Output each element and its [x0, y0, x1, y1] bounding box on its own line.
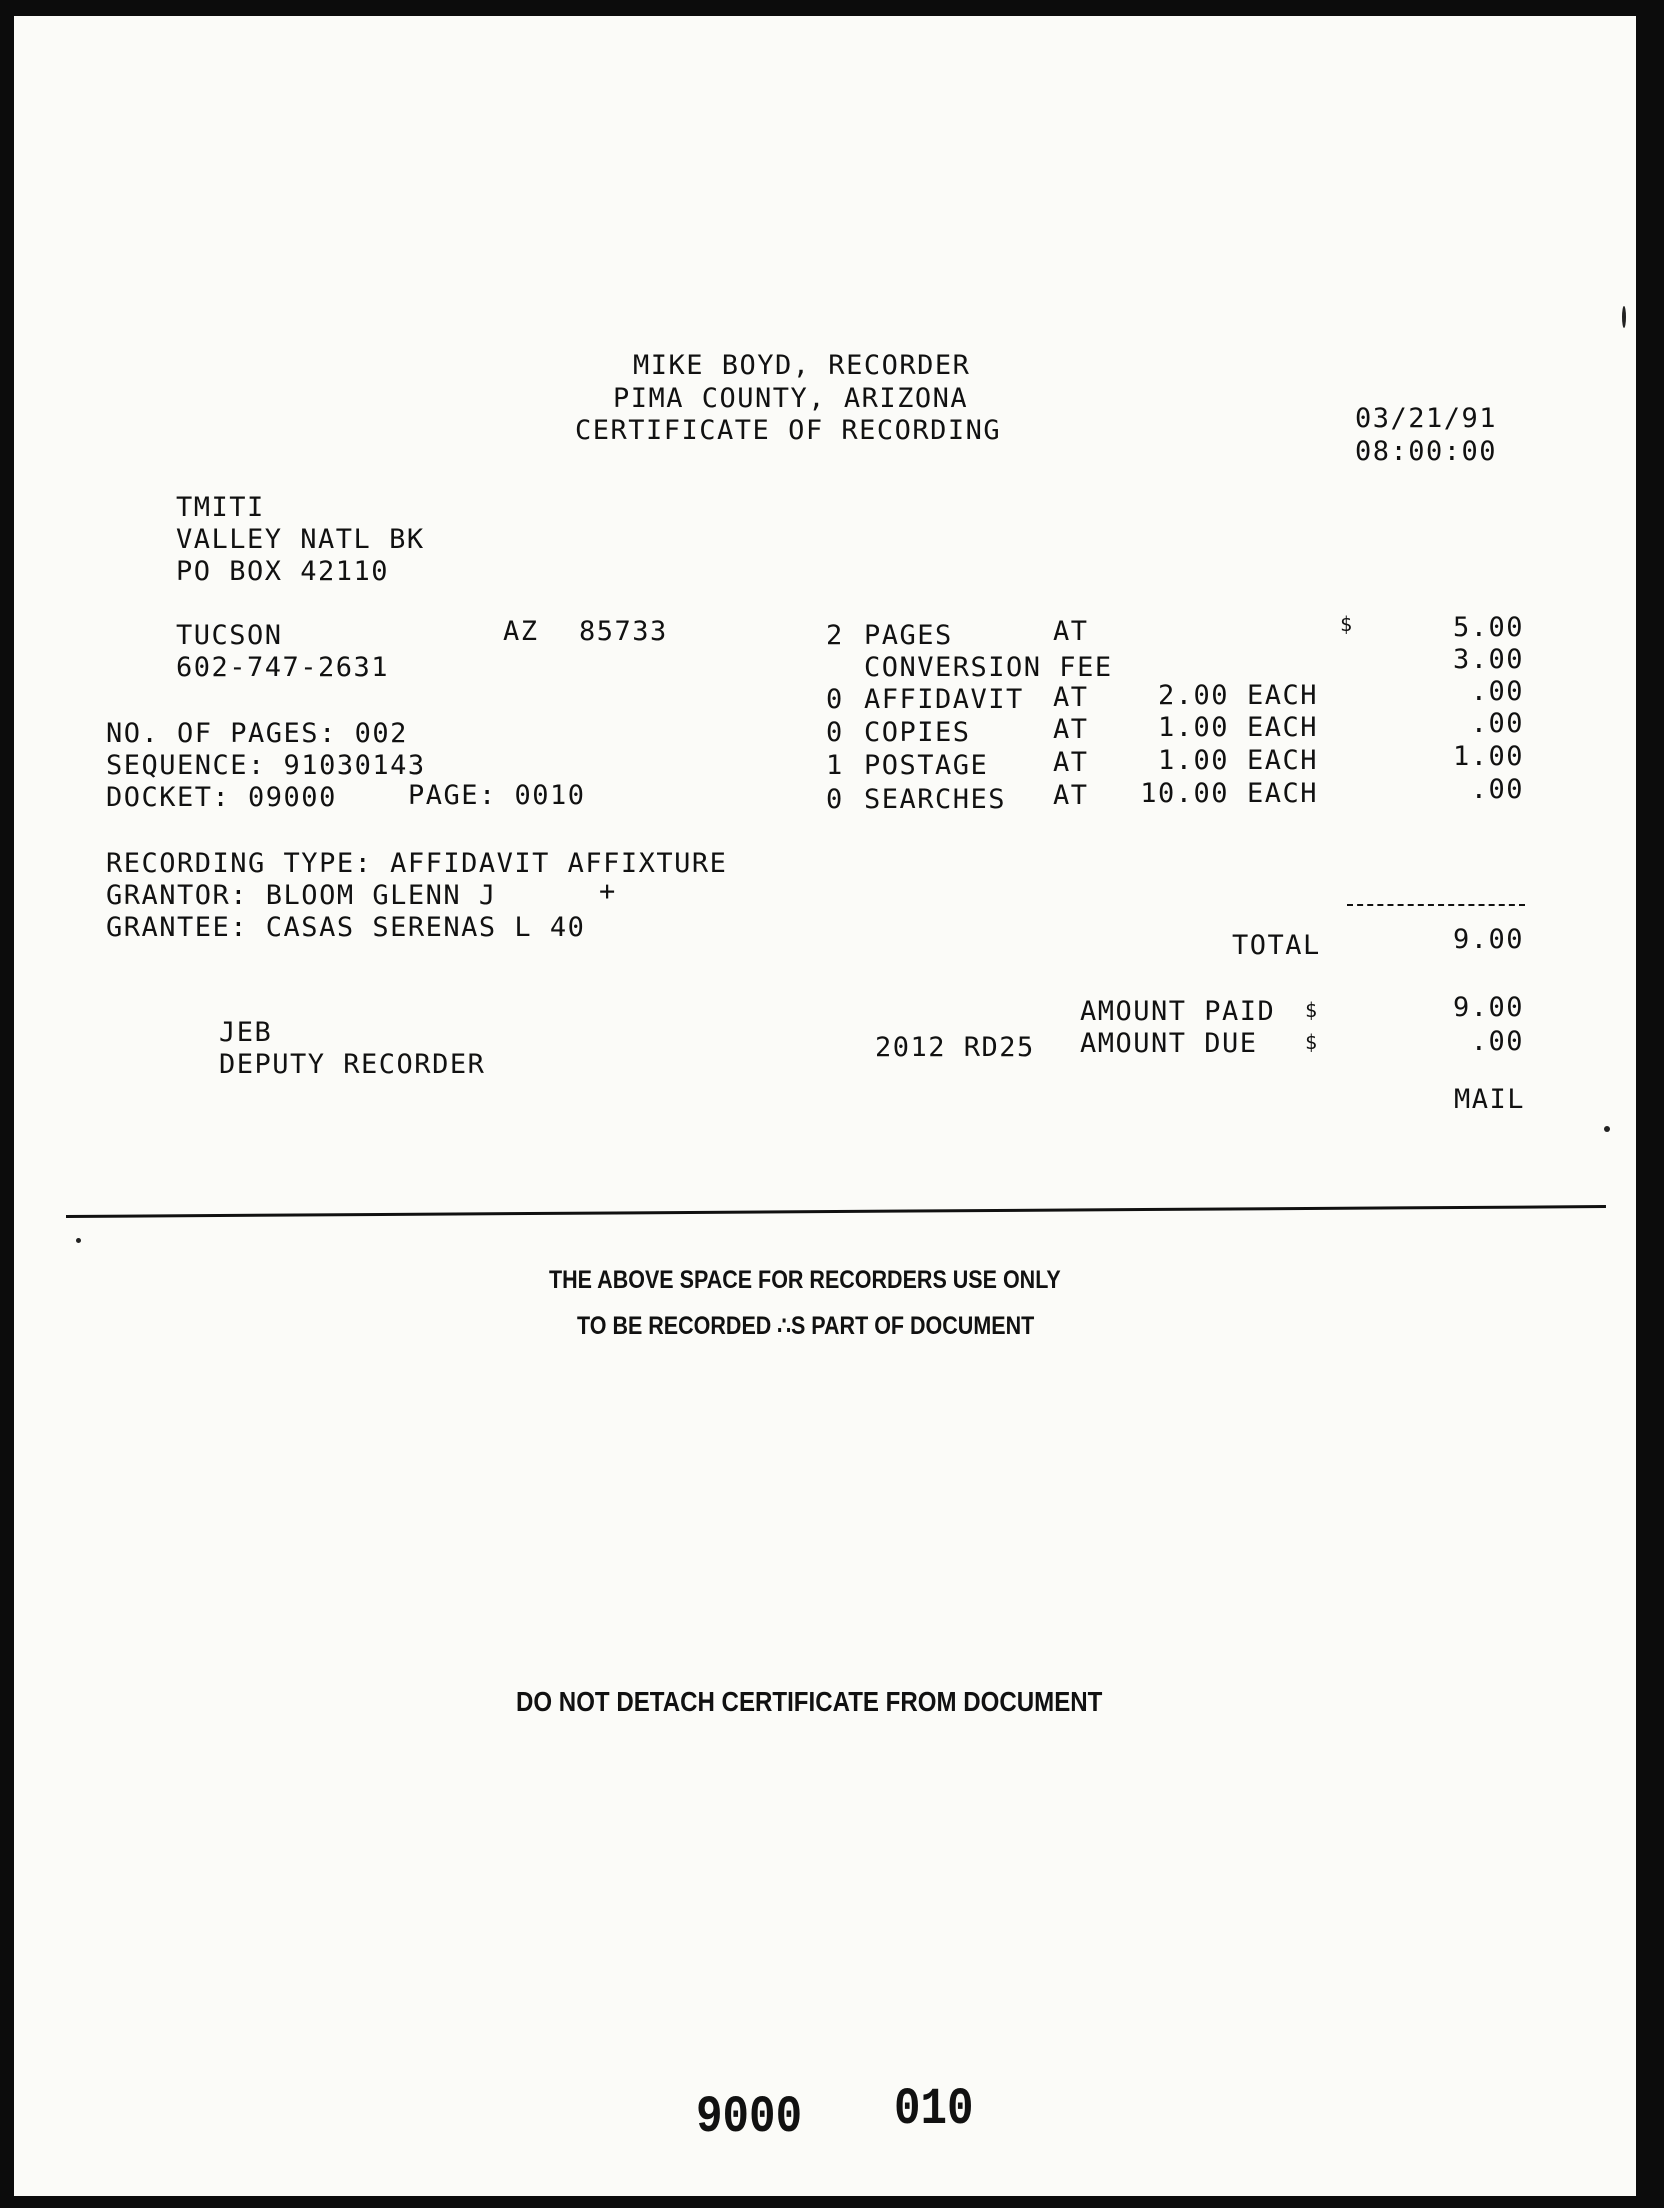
scan-mark — [1622, 306, 1626, 328]
addressee-phone: 602-747-2631 — [176, 652, 390, 683]
fee-rate: 1.00 — [1157, 745, 1229, 776]
fee-item: COPIES — [864, 717, 971, 748]
total-amount: 9.00 — [1452, 924, 1524, 955]
fee-item: PAGES — [864, 620, 953, 651]
certificate-page — [14, 16, 1638, 2196]
amount-due-label: AMOUNT DUE — [1080, 1028, 1258, 1059]
fee-at: AT — [1053, 714, 1089, 745]
fee-at: AT — [1053, 682, 1089, 713]
addressee-org: VALLEY NATL BK — [176, 524, 425, 555]
fee-at: AT — [1053, 616, 1089, 647]
certificate-title: CERTIFICATE OF RECORDING — [575, 415, 1002, 446]
scan-edge — [1636, 0, 1664, 2208]
grantee: GRANTEE: CASAS SERENAS L 40 — [106, 912, 586, 943]
amount-paid-currency: $ — [1305, 998, 1319, 1022]
do-not-detach-notice: DO NOT DETACH CERTIFICATE FROM DOCUMENT — [516, 1686, 1103, 1717]
fee-item: AFFIDAVIT — [864, 684, 1024, 715]
fee-rate: 2.00 — [1157, 680, 1229, 711]
sequence-number: SEQUENCE: 91030143 — [106, 750, 426, 781]
addressee-box: PO BOX 42110 — [176, 556, 390, 587]
currency-symbol: $ — [1340, 612, 1354, 636]
fee-each: EACH — [1247, 680, 1319, 711]
recording-date: 03/21/91 — [1355, 403, 1498, 434]
number-of-pages: NO. OF PAGES: 002 — [106, 718, 408, 749]
recorder-use-notice: THE ABOVE SPACE FOR RECORDERS USE ONLY — [549, 1266, 1061, 1294]
addressee-name: TMITI — [176, 492, 265, 523]
recording-time: 08:00:00 — [1355, 436, 1498, 467]
fee-rate: 1.00 — [1157, 712, 1229, 743]
addressee-city: TUCSON — [176, 620, 283, 651]
fee-qty: 1 — [826, 750, 844, 781]
fee-at: AT — [1053, 780, 1089, 811]
fee-item: CONVERSION FEE — [864, 652, 1113, 683]
fee-each: EACH — [1247, 778, 1319, 809]
fee-item: POSTAGE — [864, 750, 989, 781]
fee-rate: 10.00 — [1140, 778, 1229, 809]
fee-item: SEARCHES — [864, 784, 1007, 815]
record-as-part-notice: TO BE RECORDED ∴S PART OF DOCUMENT — [577, 1312, 1035, 1340]
fee-qty: 0 — [826, 717, 844, 748]
docket-number: DOCKET: 09000 — [106, 782, 337, 813]
fee-qty: 0 — [826, 784, 844, 815]
county-name: PIMA COUNTY, ARIZONA — [613, 383, 969, 414]
fee-at: AT — [1053, 747, 1089, 778]
fee-qty: 0 — [826, 684, 844, 715]
footer-docket-number: 9000 — [696, 2088, 803, 2147]
fee-qty: 2 — [826, 620, 844, 651]
docket-page: PAGE: 0010 — [408, 780, 586, 811]
scan-mark — [76, 1238, 81, 1243]
recorder-name: MIKE BOYD, RECORDER — [633, 350, 971, 381]
fee-each: EACH — [1247, 745, 1319, 776]
fee-amount: 5.00 — [1452, 612, 1524, 643]
fee-amount: .00 — [1470, 676, 1524, 707]
fee-amount: 3.00 — [1452, 644, 1524, 675]
amount-paid-label: AMOUNT PAID — [1080, 996, 1276, 1027]
grantor: GRANTOR: BLOOM GLENN J — [106, 880, 497, 911]
total-label: TOTAL — [1232, 930, 1321, 961]
station-code: 2012 RD25 — [875, 1032, 1035, 1063]
total-divider — [1347, 904, 1525, 908]
amount-paid: 9.00 — [1452, 992, 1524, 1023]
fee-each: EACH — [1247, 712, 1319, 743]
deputy-title: DEPUTY RECORDER — [219, 1049, 486, 1080]
fee-amount: .00 — [1470, 708, 1524, 739]
amount-due: .00 — [1470, 1026, 1524, 1057]
recorder-space-divider — [66, 1205, 1606, 1218]
grantor-mark: + — [599, 876, 617, 907]
fee-amount: 1.00 — [1452, 741, 1524, 772]
amount-due-currency: $ — [1305, 1030, 1319, 1054]
addressee-zip: 85733 — [579, 616, 668, 647]
delivery-method: MAIL — [1453, 1084, 1525, 1115]
recording-type: RECORDING TYPE: AFFIDAVIT AFFIXTURE — [106, 848, 728, 879]
footer-page-number: 010 — [894, 2080, 974, 2139]
fee-amount: .00 — [1470, 774, 1524, 805]
scan-mark — [1604, 1126, 1610, 1132]
addressee-state: AZ — [503, 616, 539, 647]
deputy-initials: JEB — [219, 1017, 273, 1048]
